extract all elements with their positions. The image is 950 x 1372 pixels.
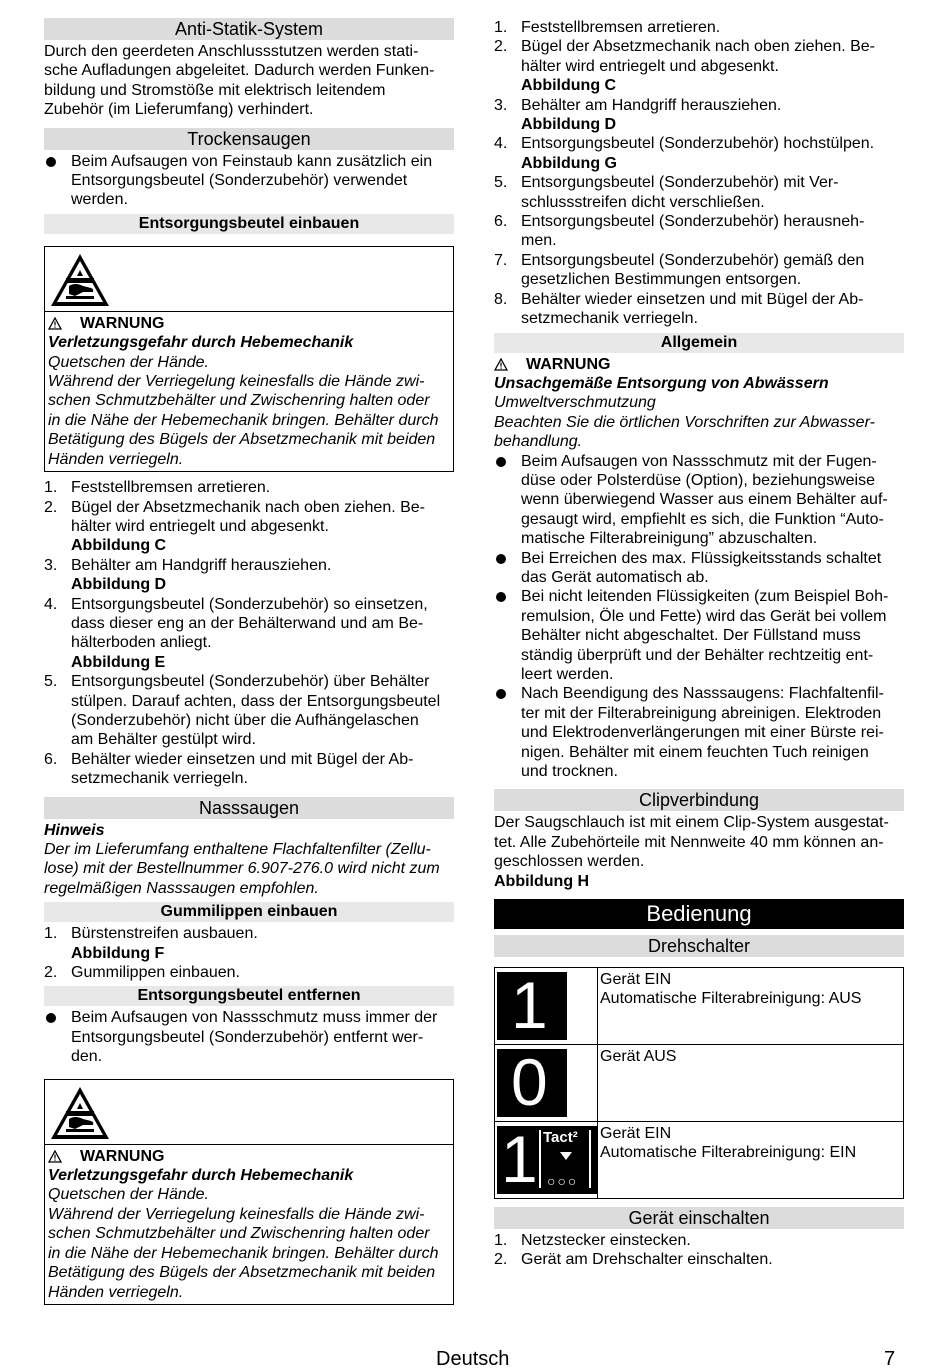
right-column: [494, 18, 904, 1270]
list-item: 3. Behälter am Handgriff herausziehen. Abbildung D: [44, 556, 332, 594]
note-text: Der im Lieferumfang enthaltene Flachfaltenfilter (Zellu- lose) mit der Bestellnummer 6.907-276.0 wird nicht zum regelmäßigen Nasssaugen empfohlen.: [44, 841, 440, 897]
warning-heading: Unsachgemäße Entsorgung von Abwässern: [494, 374, 829, 392]
einbauen-steps: [44, 478, 454, 789]
warning-label: WARNUNG: [48, 314, 450, 333]
warning-consequence: Quetschen der Hände.: [48, 353, 209, 371]
footer-language: Deutsch: [436, 1348, 510, 1370]
bullet-icon: [496, 554, 506, 564]
list-item: 6. Entsorgungsbeutel (Sonderzubehör) herausneh- men.: [494, 213, 865, 250]
heading-trockensaugen: Trockensaugen: [44, 128, 454, 150]
warning-triangle-icon: [494, 358, 508, 371]
list-item: 7. Entsorgungsbeutel (Sonderzubehör) gemäß den gesetzlichen Bestimmungen entsorgen.: [494, 251, 865, 289]
clip-figure-ref: Abbildung H: [494, 872, 590, 890]
heading-geraet-einschalten: Gerät einschalten: [494, 1207, 904, 1229]
switch-description: Gerät EIN Automatische Filterabreinigung: EIN: [598, 1122, 904, 1199]
warning-label: WARNUNG: [48, 1147, 450, 1166]
list-item: Bei Erreichen des max. Flüssigkeitsstands schaltet das Gerät automatisch ab.: [494, 549, 904, 588]
list-item: 1. Netzstecker einstecken.: [494, 1232, 691, 1250]
list-item: 8. Behälter wieder einsetzen und mit Bügel der Ab- setzmechanik verriegeln.: [494, 290, 864, 328]
switch-position-tact-icon: 1 Tact² ○○○: [497, 1126, 597, 1194]
list-item: Beim Aufsaugen von Nassschmutz muss immer der Entsorgungsbeutel (Sonderzubehör) entfernt wer- den.: [44, 1008, 454, 1066]
warning-text: Beachten Sie die örtlichen Vorschriften zur Abwasser- behandlung.: [494, 413, 875, 451]
list-item: 3. Behälter am Handgriff herausziehen. Abbildung D: [494, 96, 782, 134]
heading-clipverbindung: Clipverbindung: [494, 789, 904, 811]
clip-text: Der Saugschlauch ist mit einem Clip-System ausgestat- tet. Alle Zubehörteile mit Nennweite 40 mm können an- geschlossen werden.: [494, 814, 889, 871]
list-item: 5. Entsorgungsbeutel (Sonderzubehör) mit Ver- schlussstreifen dicht verschließen.: [494, 174, 839, 211]
warning-pictogram-row: [45, 247, 453, 312]
heading-nasssaugen: Nasssaugen: [44, 797, 454, 819]
heading-entsorgungsbeutel-entfernen: Entsorgungsbeutel entfernen: [44, 986, 454, 1006]
list-item: Beim Aufsaugen von Nassschmutz mit der Fugen- düse oder Polsterdüse (Option), beziehungsweise wenn überwiegend Wasser aus einem Behälter auf- gesaugt wird, empfiehlt es sich, die Funktion “Auto- matische Filterabreinigung” abzuschalten.: [494, 452, 904, 549]
heading-entsorgungsbeutel-einbauen: Entsorgungsbeutel einbauen: [44, 214, 454, 234]
list-item: 2. Gummilippen einbauen.: [44, 964, 240, 982]
bullet-icon: [46, 1013, 56, 1023]
warning-box: [44, 1079, 454, 1305]
warning-box: [44, 246, 454, 472]
heading-drehschalter: Drehschalter: [494, 935, 904, 957]
switch-symbol-cell: [495, 1122, 598, 1199]
warning-triangle-icon: [48, 1150, 62, 1163]
switch-position-1-icon: 1: [497, 972, 567, 1040]
switch-description: Gerät EIN Automatische Filterabreinigung: AUS: [598, 968, 904, 1045]
heading-allgemein: Allgemein: [494, 333, 904, 353]
table-row: [495, 968, 904, 1045]
list-item: 4. Entsorgungsbeutel (Sonderzubehör) hochstülpen. Abbildung G: [494, 135, 875, 172]
entfernen-steps: [494, 18, 904, 329]
switch-symbol-cell: [495, 1045, 598, 1122]
warning-text: Während der Verriegelung keinesfalls die Hände zwi- schen Schmutzbehälter und Zwischenring halten oder in die Nähe der Hebemechanik bringen. Behälter durch Betätigung des Bügels der Absetzmechanik mit beiden Händen verriegeln.: [48, 1205, 439, 1301]
allgemein-list: [494, 452, 904, 782]
warning-text: Während der Verriegelung keinesfalls die Hände zwi- schen Schmutzbehälter und Zwischenring halten oder in die Nähe der Hebemechanik bringen. Behälter durch Betätigung des Bügels der Absetzmechanik mit beiden Händen verriegeln.: [48, 373, 439, 468]
list-item: 2. Bügel der Absetzmechanik nach oben ziehen. Be- hälter wird entriegelt und abgesenkt. Abbildung C: [494, 38, 876, 95]
entfernen-list: [44, 1008, 454, 1066]
heading-anti-statik: Anti-Statik-System: [44, 18, 454, 40]
left-column: [44, 18, 454, 1311]
list-item: 1. Bürstenstreifen ausbauen. Abbildung F: [44, 925, 258, 962]
list-item: 1. Feststellbremsen arretieren.: [44, 479, 271, 497]
hand-crush-warning-icon: [49, 252, 111, 308]
einschalten-steps: [494, 1231, 904, 1270]
list-item: 2. Gerät am Drehschalter einschalten.: [494, 1251, 773, 1269]
warning-consequence: Umweltverschmutzung: [494, 394, 656, 412]
tact-arrow-icon: [560, 1152, 572, 1160]
list-item: 1. Feststellbremsen arretieren.: [494, 19, 721, 36]
bullet-icon: [46, 157, 56, 167]
anti-statik-text: Durch den geerdeten Anschlussstutzen werden stati- sche Aufladungen abgeleitet. Dadurch werden Funken- bildung und Stromstöße mit elektrisch leitendem Zubehör (im Lieferumfang) verhindert.: [44, 43, 435, 119]
warning-triangle-icon: [48, 317, 62, 330]
hand-crush-warning-icon: [49, 1085, 111, 1141]
list-item: 4. Entsorgungsbeutel (Sonderzubehör) so einsetzen, dass dieser eng an der Behälterwand und am Be- hälterboden anliegt. Abbildung E: [44, 595, 428, 671]
table-row: [495, 1045, 904, 1122]
table-row: [495, 1122, 904, 1199]
switch-description: Gerät AUS: [598, 1045, 904, 1122]
trockensaugen-list: [44, 152, 454, 210]
page-number: 7: [884, 1348, 896, 1370]
list-item: Nach Beendigung des Nasssaugens: Flachfaltenfil- ter mit der Filterabreinigung abreinigen. Elektroden und Elektrodenverlängerungen mit einer Bürste rei- nigen. Behälter mit einem feuchten Tuch reinigen und trocknen.: [494, 684, 904, 781]
switch-position-0-icon: 0: [497, 1049, 567, 1117]
warning-heading: Verletzungsgefahr durch Hebemechanik: [48, 334, 354, 352]
warning-block: [494, 355, 904, 452]
gummilippen-steps: [44, 924, 454, 982]
switch-symbol-cell: [495, 968, 598, 1045]
tact-dots-icon: ○○○: [547, 1173, 579, 1190]
list-item: Bei nicht leitenden Flüssigkeiten (zum Beispiel Boh- remulsion, Öle und Fette) wird das Gerät bei vollem Behälter nicht abgeschaltet. Der Füllstand muss ständig überprüft und der Behälter rechtzeitig ent- leert werden.: [494, 587, 904, 684]
bullet-icon: [496, 457, 506, 467]
note-label: Hinweis: [44, 821, 105, 839]
list-item: Beim Aufsaugen von Feinstaub kann zusätzlich ein Entsorgungsbeutel (Sonderzubehör) verwendet werden.: [44, 152, 454, 210]
switch-table: [494, 967, 904, 1199]
warning-pictogram-row: [45, 1080, 453, 1145]
heading-bedienung: Bedienung: [494, 899, 904, 929]
warning-heading: Verletzungsgefahr durch Hebemechanik: [48, 1167, 354, 1185]
warning-label: WARNUNG: [494, 355, 904, 374]
list-item: 6. Behälter wieder einsetzen und mit Bügel der Ab- setzmechanik verriegeln.: [44, 750, 414, 788]
bullet-icon: [496, 689, 506, 699]
list-item: 5. Entsorgungsbeutel (Sonderzubehör) über Behälter stülpen. Darauf achten, dass der Entsorgungsbeutel (Sonderzubehör) nicht über die Aufhängelaschen am Behälter gestülpt wird.: [44, 673, 441, 749]
heading-gummilippen: Gummilippen einbauen: [44, 902, 454, 922]
warning-consequence: Quetschen der Hände.: [48, 1186, 209, 1204]
bullet-icon: [496, 592, 506, 602]
list-item: 2. Bügel der Absetzmechanik nach oben ziehen. Be- hälter wird entriegelt und abgesenkt. Abbildung C: [44, 498, 426, 555]
